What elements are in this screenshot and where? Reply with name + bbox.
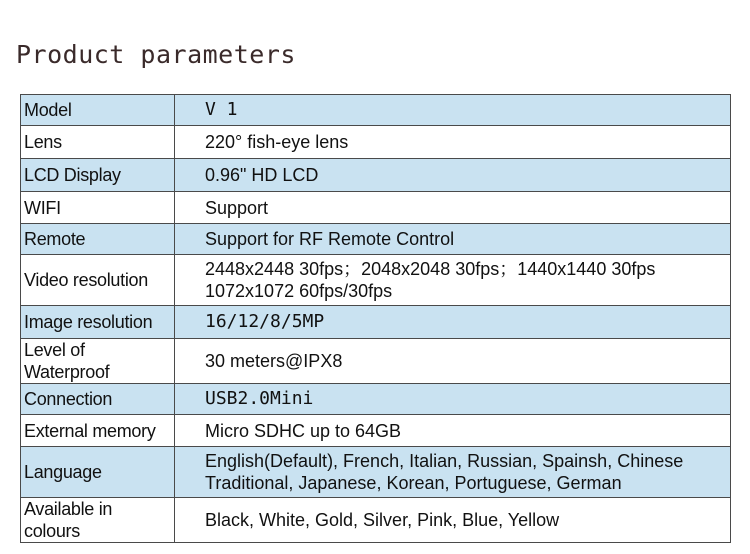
row-value: Micro SDHC up to 64GB xyxy=(175,415,731,447)
row-value: USB2.0Mini xyxy=(175,384,731,415)
row-label: Lens xyxy=(21,126,175,159)
row-label: Available in colours xyxy=(21,498,175,543)
row-label: Image resolution xyxy=(21,306,175,339)
row-label: Connection xyxy=(21,384,175,415)
table-row-connection xyxy=(21,384,731,415)
table-row-wifi xyxy=(21,192,731,224)
row-label: Model xyxy=(21,95,175,126)
table-row-external-memory xyxy=(21,415,731,447)
table-row-model xyxy=(21,95,731,126)
table-row-colours xyxy=(21,498,731,543)
row-label: WIFI xyxy=(21,192,175,224)
row-value xyxy=(175,255,731,306)
row-label: LCD Display xyxy=(21,159,175,192)
table-row-video-resolution xyxy=(21,255,731,306)
row-value: 0.96" HD LCD xyxy=(175,159,731,192)
parameters-table xyxy=(20,94,731,543)
row-value xyxy=(175,447,731,498)
row-value: 220° fish-eye lens xyxy=(175,126,731,159)
row-label: Video resolution xyxy=(21,255,175,306)
table-row-lcd-display xyxy=(21,159,731,192)
row-value: Black, White, Gold, Silver, Pink, Blue, Yellow xyxy=(175,498,731,543)
row-label: Remote xyxy=(21,224,175,255)
value-line: 2448x2448 30fps；2048x2048 30fps；1440x1440 30fps xyxy=(205,259,656,279)
row-value: 30 meters@IPX8 xyxy=(175,339,731,384)
table-row-lens xyxy=(21,126,731,159)
value-line: Traditional, Japanese, Korean, Portuguese, German xyxy=(205,473,622,493)
page-title: Product parameters xyxy=(16,40,296,69)
value-line: 1072x1072 60fps/30fps xyxy=(205,281,393,301)
row-value: Support xyxy=(175,192,731,224)
row-label: Level of Waterproof xyxy=(21,339,175,384)
row-value: V 1 xyxy=(175,95,731,126)
row-label: Language xyxy=(21,447,175,498)
row-value: 16/12/8/5MP xyxy=(175,306,731,339)
table-row-remote xyxy=(21,224,731,255)
value-line: English(Default), French, Italian, Russian, Spainsh, Chinese xyxy=(205,451,684,471)
row-label: External memory xyxy=(21,415,175,447)
table-row-waterproof xyxy=(21,339,731,384)
table-row-language xyxy=(21,447,731,498)
table-row-image-resolution xyxy=(21,306,731,339)
row-value: Support for RF Remote Control xyxy=(175,224,731,255)
